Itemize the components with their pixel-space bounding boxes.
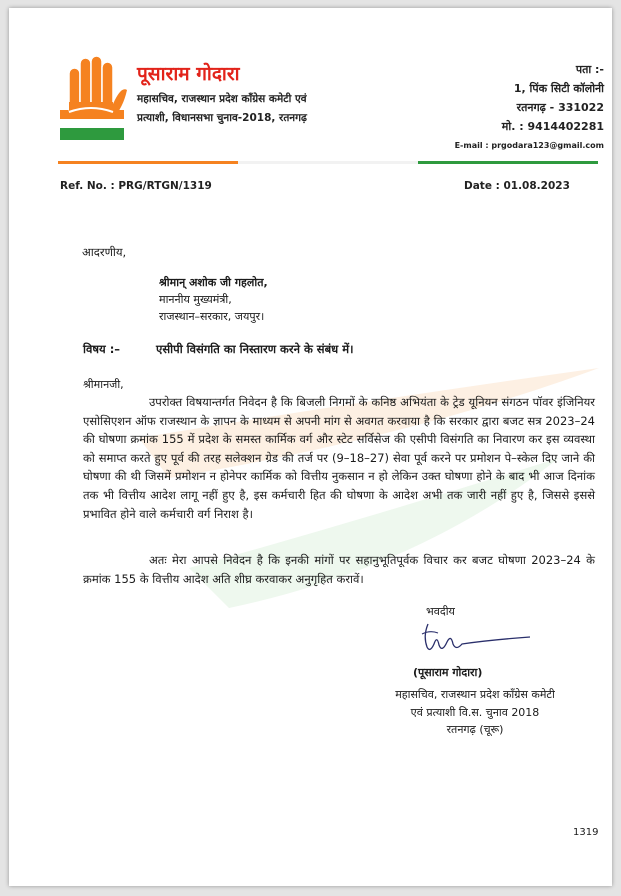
address-block (455, 60, 604, 155)
hand-logo-icon (57, 50, 129, 146)
body-paragraph: अतः मेरा आपसे निवेदन है कि इनकी मांगों पर सहानुभूतिपूर्वक विचार कर बजट घोषणा 2023–24 के क्रमांक 155 के वित्तीय आदेश अति शीघ्र करवाकर अनुगृहित करावें। (83, 553, 595, 586)
signatory-line: एवं प्रत्याशी वि.स. चुनाव 2018 (410, 705, 540, 719)
signatory-designation (353, 686, 597, 739)
letter-date: Date : 01.08.2023 (464, 180, 570, 192)
page-number: 1319 (573, 827, 599, 838)
sender-designation (137, 90, 307, 128)
address-line: 1, पिंक सिटी कॉलोनी (513, 82, 604, 95)
handwritten-signature (414, 620, 532, 660)
signatory-name: (पूसाराम गोदारा) (413, 666, 483, 679)
subject-line (83, 342, 353, 357)
sender-name: पूसाराम गोदारा (137, 63, 240, 85)
address-line: रतनगढ़ - 331022 (516, 101, 604, 114)
recipient-name: श्रीमान् अशोक जी गहलोत, (159, 276, 268, 289)
designation-line: महासचिव, राजस्थान प्रदेश कॉंग्रेस कमेटी एवं (137, 93, 307, 105)
signatory-line: महासचिव, राजस्थान प्रदेश कॉंग्रेस कमेटी (395, 688, 555, 701)
closing: भवदीय (426, 605, 455, 618)
reference-number: Ref. No. : PRG/RTGN/1319 (60, 180, 212, 192)
mobile-number: मो. : 9414402281 (501, 120, 604, 133)
recipient-place: राजस्थान–सरकार, जयपुर। (159, 310, 265, 323)
salutation: आदरणीय, (82, 245, 127, 259)
designation-line: प्रत्याशी, विधानसभा चुनाव-2018, रतनगढ़ (137, 112, 307, 124)
recipient-title: माननीय मुख्यमंत्री, (159, 293, 232, 306)
subject-label: विषय :– (83, 342, 121, 356)
recipient-block (159, 274, 268, 325)
greeting: श्रीमानजी, (83, 378, 124, 391)
body-paragraph: उपरोक्त विषयान्तर्गत निवेदन है कि बिजली निगमों के कनिष्ठ अभियंता के ट्रेड यूनियन संगठन पॉवर इंजिनियर एसोसिएशन ऑफ राजस्थान के ज्ञापन के माध्यम से अपनी मांग से अवगत करवाया है कि सरकार द्वारा बजट सत्र 2023–24 की घोषणा क्रमांक 155 में प्रदेश के समस्त कार्मिक वर्ग और स्टेट सर्विसेज की एसीपी विसंगति का निवारण कर इस व्यवस्था को समाप्त करते हुए पूर्व की तरह सलेक्शन ग्रेड की तर्ज पर (9–18–27) सेवा पूर्व करने पर प्रमोशन पे–स्केल दिए जाने की घोषणा की थी जिसमें प्रमोशन न होनेपर कार्मिक को वित्तीय नुकसान न हो लेकिन उक्त घोषणा होने के बाद भी आज दिनांक तक भी वित्तीय आदेश लागू नहीं हुए है, इस कर्मचारी हित की घोषणा के आदेश अभी तक जारी नहीं हुए है, जिससे इससे प्रभावित होने वाले कर्मचारी वर्ग निराश है। (83, 395, 595, 521)
signatory-line: रतनगढ़ (चूरू) (446, 723, 504, 736)
tricolor-divider (58, 161, 598, 164)
address-label: पता :- (575, 63, 604, 76)
subject-text: एसीपी विसंगति का निस्तारण करने के संबंध में। (156, 342, 354, 356)
email-address: E-mail : prgodara123@gmail.com (454, 141, 604, 150)
letter-page (9, 8, 612, 886)
